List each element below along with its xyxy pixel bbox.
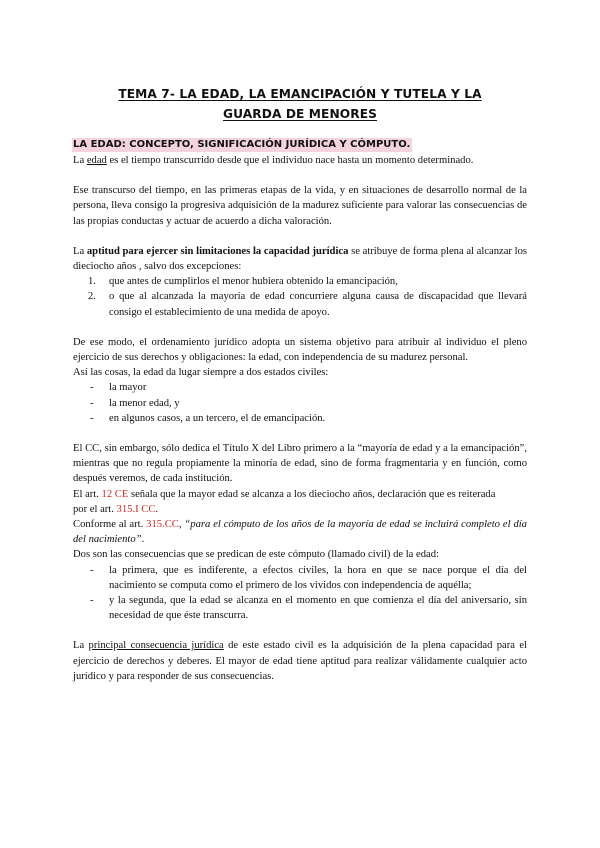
list-item-text: y la segunda, que la edad se alcanza en el momento en que comienza el día del aniversario, sin necesidad de que éste transcurra. bbox=[109, 595, 527, 622]
list-item bbox=[73, 593, 527, 623]
list-item-text: que antes de cumplirlos el menor hubiera obtenido la emancipación, bbox=[109, 276, 398, 288]
p7-pre: El art. bbox=[73, 488, 102, 500]
p1-post: es el tiempo transcurrido desde que el individuo nace hasta un momento determinado. bbox=[106, 155, 474, 166]
paragraph-consecuencias-intro: Dos son las consecuencias que se predican de este cómputo (llamado civil) de la edad: bbox=[73, 549, 439, 561]
list-item-text: la mayor bbox=[109, 382, 147, 394]
title-line-1: TEMA 7- LA EDAD, LA EMANCIPACIÓN Y TUTELA Y LA bbox=[118, 87, 482, 101]
p11-pre: La bbox=[73, 640, 89, 652]
paragraph-cc-titulo: El CC, sin embargo, sólo dedica el Título X del Libro primero a la “mayoría de edad y a la emancipación”, mientras que no regula propiamente la minoría de edad, sino de forma fragmentaria y en función, como después veremos, de cada institución. bbox=[73, 443, 527, 485]
paragraph-aptitud bbox=[73, 244, 527, 274]
exceptions-list bbox=[73, 274, 527, 320]
p11-post: de este estado civil es la adquisición de la plena capacidad para el ejercicio de derechos y deberes. El mayor de edad tiene aptitud para realizar válidamente cualquier acto jurídico y para responder de sus consecuencias. bbox=[73, 640, 528, 682]
document-body bbox=[73, 137, 527, 684]
estados-list bbox=[73, 380, 527, 426]
list-item bbox=[73, 563, 527, 593]
list-item bbox=[73, 380, 527, 395]
term-edad: edad bbox=[86, 155, 107, 166]
paragraph-estados-intro: Así las cosas, la edad da lugar siempre a dos estados civiles: bbox=[73, 367, 329, 379]
paragraph-art-315 bbox=[73, 502, 527, 517]
term-principal-consecuencia: principal consecuencia jurídica bbox=[88, 640, 224, 652]
list-item-text: en algunos casos, a un tercero, el de emancipación. bbox=[109, 412, 326, 424]
p9-pre: Conforme al art. bbox=[73, 519, 147, 531]
section-heading: LA EDAD: CONCEPTO, SIGNIFICACIÓN JURÍDICA Y CÓMPUTO. bbox=[73, 139, 411, 150]
paragraph-art-12 bbox=[73, 487, 527, 502]
p9-post: , bbox=[178, 519, 185, 531]
paragraph-sistema-objetivo: De ese modo, el ordenamiento jurídico adopta un sistema objetivo para atribuir al individuo el pleno ejercicio de sus derechos y obligaciones: la edad, con independencia de su madurez personal. bbox=[73, 336, 527, 364]
title-line-2: GUARDA DE MENORES bbox=[222, 107, 378, 121]
p9-end: . bbox=[141, 534, 145, 546]
list-item-text: la menor edad, y bbox=[109, 397, 180, 409]
list-marker: - bbox=[90, 412, 94, 424]
p3-pre: La bbox=[73, 245, 87, 257]
p3-post: se atribuye de forma plena al alcanzar los dieciocho años , salvo dos excepciones: bbox=[73, 245, 528, 273]
list-item bbox=[73, 274, 527, 289]
link-art-315-cc[interactable]: 315.CC bbox=[146, 519, 179, 531]
list-marker: - bbox=[90, 595, 94, 607]
link-art-315-i-cc[interactable]: 315.I CC bbox=[116, 503, 156, 515]
quote-computo: “para el cómputo de los años de la mayoría de edad se incluirá completo el día del nacimiento” bbox=[73, 519, 527, 546]
paragraph-computo bbox=[73, 517, 527, 547]
list-marker: - bbox=[90, 382, 94, 394]
list-marker: - bbox=[90, 397, 94, 409]
term-aptitud: aptitud para ejercer sin limitaciones la capacidad jurídica bbox=[86, 245, 349, 257]
paragraph-transcurso: Ese transcurso del tiempo, en las primeras etapas de la vida, y en situaciones de desarrollo normal de la persona, lleva consigo la progresiva adquisición de la madurez suficiente para valorar las consecuencias de las propias conductas y actuar de acuerdo a dicha valoración. bbox=[73, 185, 527, 227]
list-marker: 1. bbox=[88, 276, 96, 288]
p7-post: señala que la mayor edad se alcanza a los dieciocho años, declaración que es reiterada bbox=[128, 488, 496, 500]
paragraph-consecuencia-juridica bbox=[73, 638, 527, 684]
document-title bbox=[73, 84, 527, 124]
list-marker: 2. bbox=[88, 291, 96, 303]
paragraph-edad-definition bbox=[73, 153, 527, 168]
list-item bbox=[73, 289, 527, 319]
p8-post: . bbox=[155, 503, 159, 515]
consecuencias-list bbox=[73, 563, 527, 624]
list-item bbox=[73, 411, 527, 426]
list-item-text: o que al alcanzada la mayoría de edad concurriere alguna causa de discapacidad que llevará consigo el establecimiento de una medida de apoyo. bbox=[109, 291, 527, 318]
list-marker: - bbox=[90, 564, 94, 576]
link-art-12-ce[interactable]: 12 CE bbox=[101, 488, 129, 500]
p8-pre: por el art. bbox=[73, 503, 117, 515]
list-item bbox=[73, 396, 527, 411]
p1-pre: La bbox=[73, 155, 87, 166]
list-item-text: la primera, que es indiferente, a efectos civiles, la hora en que se nace porque el día del nacimiento se computa como el primero de los vividos con independencia de aquélla; bbox=[109, 564, 527, 591]
